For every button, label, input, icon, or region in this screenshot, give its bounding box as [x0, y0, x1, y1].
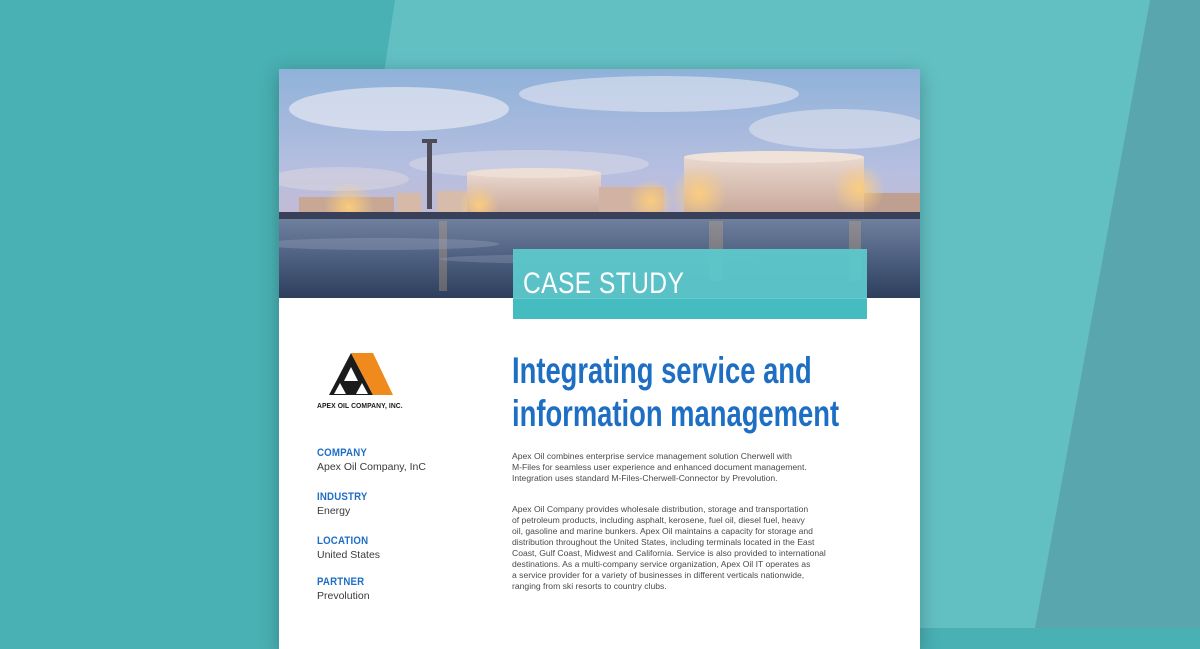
location-detail [317, 535, 380, 561]
company-detail [317, 447, 426, 473]
company-label: COMPANY [317, 447, 367, 459]
text-line: destinations. As a multi-company service organization, Apex Oil IT operates as [512, 559, 811, 569]
company-paragraph [512, 504, 872, 592]
title-line-1: Integrating service and [512, 350, 812, 391]
text-line: Apex Oil combines enterprise service management solution Cherwell with [512, 451, 792, 461]
company-value: Apex Oil Company, InC [317, 461, 426, 473]
text-line: distribution throughout the United States, including terminals located in the East [512, 537, 815, 547]
apex-triangle-logo-icon [329, 351, 393, 397]
text-line: oil, gasoline and marine bunkers. Apex Oil maintains a capacity for storage and [512, 526, 813, 536]
logo-company-name: APEX OIL COMPANY, INC. [317, 401, 403, 410]
industry-value: Energy [317, 505, 351, 517]
partner-value: Prevolution [317, 590, 370, 602]
text-line: Coast, Gulf Coast, Midwest and California. Service is also provided to international [512, 548, 826, 558]
text-line: Apex Oil Company provides wholesale distribution, storage and transportation [512, 504, 809, 514]
text-line: Integration uses standard M-Files-Cherwell-Connector by Prevolution. [512, 473, 778, 483]
text-line: M-Files for seamless user experience and enhanced document management. [512, 462, 807, 472]
partner-detail [317, 576, 371, 602]
page-title [512, 349, 840, 435]
text-line: a service provider for a variety of businesses in different verticals nationwide, [512, 570, 805, 580]
industry-detail [317, 491, 374, 517]
title-line-2: information management [512, 393, 840, 434]
intro-paragraph [512, 451, 872, 484]
case-study-label: CASE STUDY [523, 267, 685, 300]
partner-label: PARTNER [317, 576, 365, 588]
location-value: United States [317, 549, 381, 561]
industry-label: INDUSTRY [317, 491, 368, 503]
text-line: of petroleum products, including asphalt, kerosene, fuel oil, diesel fuel, heavy [512, 515, 805, 525]
location-label: LOCATION [317, 535, 369, 547]
case-study-document [279, 69, 920, 649]
text-line: ranging from ski resorts to country clubs. [512, 581, 667, 591]
